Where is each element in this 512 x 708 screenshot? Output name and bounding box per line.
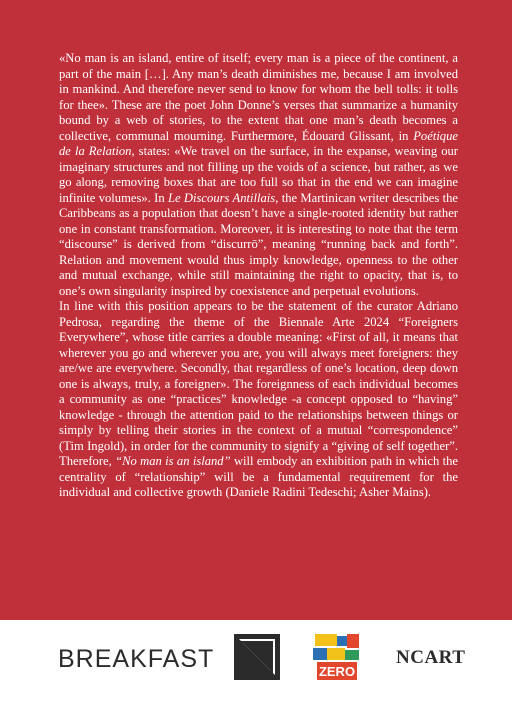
p2-text-a: In line with this position appears to be the statement of the curator Adriano Pedrosa, regarding the theme of the Biennale Arte 2024 “Foreigners Everywhere”, whose title carries a double meaning: «First of all, it means that wherever you go and wherever you are, you will always meet foreigners: they are/we are everywhere. Secondly, that regardless of one’s location, deep down one is always, truly, a foreigner». The foreignness of each individual becomes a community as one “practices” knowledge -a concept opposed to “having” knowledge - through the attention paid to the relationships between things or simply by telling their stories in the context of a mutual “correspondence” (Tim Ingold), in order for the community to signify a “giving of self together”. Therefore, xyxy=(59,299,458,468)
ncart-logo: NCART xyxy=(396,647,466,668)
p1-title-discours: Le Discours Antillais xyxy=(168,190,276,205)
p1-text-c: , the Martinican writer describes the Caribbeans as a population that doesn’t have a single-rooted identity but rather one in constant transformation. Moreover, it is interesting to note that the term “discourse” is derived from “discurrō”, meaning “running back and forth”. Relation and movement would thus imply knowledge, openness to the other and mutual exchange, while still maintaining the right to opacity, that is, to one’s own singularity inspired by coexistence and perpetual evolutions. xyxy=(59,190,459,298)
p1-text-b: states: «We travel on the surface, in the expanse, weaving our imaginary structures and not filling up the voids of a science, but rather, as we go along, removing boxes that are too full so that in the end we can imagine infinite volumes». In xyxy=(59,144,458,205)
p1-title-poetique: Poétique de la Relation, xyxy=(59,128,458,158)
p1-text-a: «No man is an island, entire of itself; every man is a piece of the continent, a part of the main […]. Any man’s death diminishes me, because I am involved in mankind. And therefore never send to know for whom the bell tolls: it tolls for thee». These are the poet John Donne’s verses that summarize a humanity bound by a web of stories, to the extent that one man’s death becomes a collective, communal mourning. Furthermore, Édouard Glissant, in xyxy=(59,51,458,143)
paragraph-2 xyxy=(59,299,458,501)
paragraph-1 xyxy=(59,51,458,299)
p2-text-b: will embody an exhibition path in which the centrality of “relationship” will be a fundamental requirement for the individual and collective growth (Daniele Radini Tedeschi; Asher Mains). xyxy=(59,454,459,499)
breakfast-logo: BREAKFAST xyxy=(58,645,215,673)
framed-square-logo-icon xyxy=(233,633,281,681)
p2-title-no-man: “No man is an island” xyxy=(115,454,231,468)
body-text xyxy=(59,51,458,501)
svg-text:ZERO: ZERO xyxy=(318,664,356,679)
zero-colorful-logo-icon xyxy=(311,632,363,684)
